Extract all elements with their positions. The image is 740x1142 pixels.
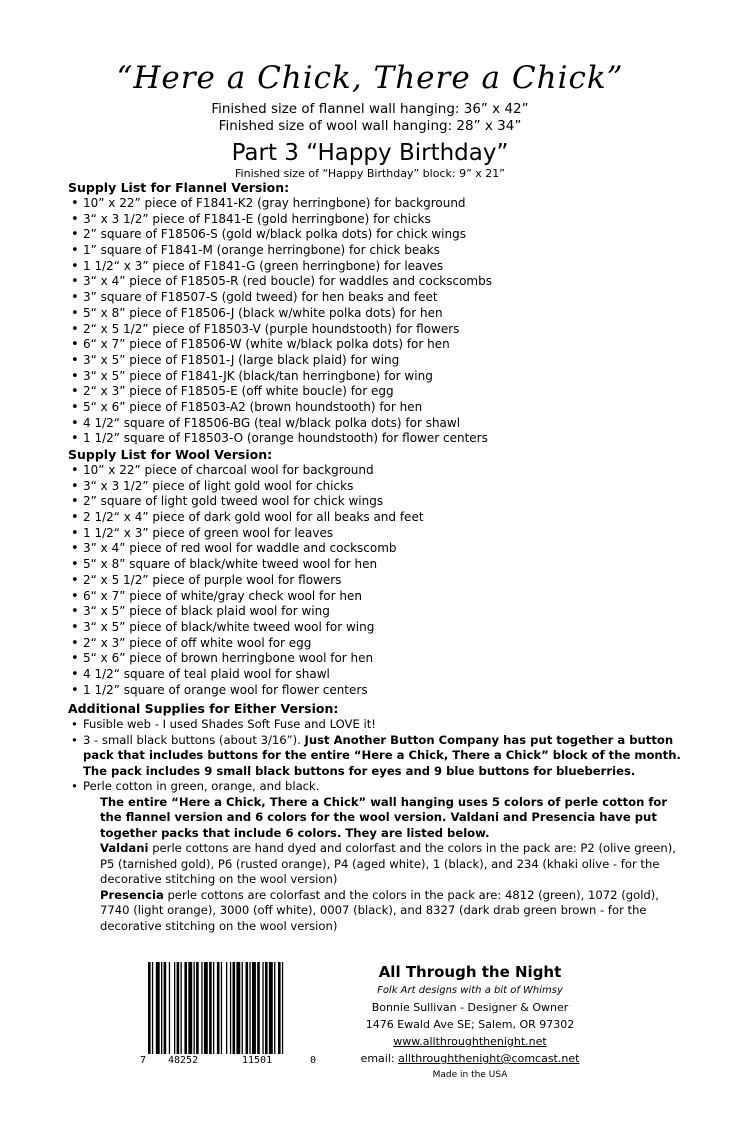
barcode-bar: [188, 962, 192, 1054]
barcode-bar: [233, 962, 236, 1054]
barcode-bar: [221, 962, 222, 1054]
wool-supply-item: • 3“ x 5” piece of black plaid wool for wing: [68, 604, 708, 620]
wool-finished-size: Finished size of wool wall hanging: 28” x 34”: [218, 118, 522, 134]
wool-supply-item: • 10” x 22” piece of charcoal wool for background: [68, 463, 708, 479]
flannel-supply-item: • 3“ x 5” piece of F1841-JK (black/tan herringbone) for wing: [68, 369, 708, 385]
wool-supply-item: • 2 1/2“ x 4” piece of dark gold wool for all beaks and feet: [68, 510, 708, 526]
barcode-bar: [181, 962, 182, 1054]
flannel-supply-item: • 1 1/2” square of F18503-O (orange houndstooth) for flower centers: [68, 431, 708, 447]
flannel-supply-item: • 5“ x 6” piece of F18503-A2 (brown houndstooth) for hen: [68, 400, 708, 416]
barcode-bar: [194, 962, 195, 1054]
barcode-bar: [169, 962, 170, 1054]
flannel-supply-list: [68, 180, 708, 447]
designer-contact: [350, 962, 590, 1084]
barcode-bar: [177, 962, 180, 1054]
barcode: [140, 962, 320, 1054]
flannel-supply-item: • 3” square of F18507-S (gold tweed) for hen beaks and feet: [68, 290, 708, 306]
email-link[interactable]: allthroughthenight@comcast.net: [398, 1052, 580, 1065]
wool-items: [68, 463, 708, 698]
barcode-digit-3: 11501: [242, 1055, 273, 1066]
barcode-bar: [196, 962, 199, 1054]
perle-item: • Perle cotton in green, orange, and black.: [68, 779, 688, 795]
barcode-bar: [164, 962, 167, 1054]
presencia-text: perle cottons are colorfast and the colors in the pack are: 4812 (green), 1072 (gold), 7740 (light orange), 3000 (off white), 0007 (black), and 8327 (dark drab green brown - for the decorative stitching on the wool version): [100, 887, 659, 933]
wool-supply-item: • 2“ x 5 1/2” piece of purple wool for flowers: [68, 573, 708, 589]
barcode-bar: [217, 962, 220, 1054]
flannel-supply-item: • 5“ x 8” piece of F18506-J (black w/white polka dots) for hen: [68, 306, 708, 322]
flannel-supply-item: • 2“ x 5 1/2” piece of F18503-V (purple houndstooth) for flowers: [68, 322, 708, 338]
wool-supply-list: [68, 447, 708, 698]
wool-supply-item: • 6“ x 7” piece of white/gray check wool for hen: [68, 589, 708, 605]
business-tagline: Folk Art designs with a bit of Whimsy: [377, 985, 563, 996]
valdani-name: Valdani: [100, 841, 149, 855]
barcode-bar: [213, 962, 214, 1054]
presencia-note: [68, 888, 688, 935]
barcode-digit-4: 0: [310, 1055, 317, 1066]
barcode-bar: [236, 962, 240, 1054]
additional-heading: Additional Supplies for Either Version:: [68, 701, 339, 716]
valdani-note: [68, 841, 688, 888]
wool-supply-item: • 5“ x 8” square of black/white tweed wool for hen: [68, 557, 708, 573]
barcode-bar: [209, 962, 212, 1054]
flannel-supply-item: • 2“ x 3” piece of F18505-E (off white boucle) for egg: [68, 384, 708, 400]
flannel-supply-item: • 2” square of F18506-S (gold w/black polka dots) for chick wings: [68, 227, 708, 243]
barcode-bar: [184, 962, 187, 1054]
barcode-bar: [282, 962, 283, 1054]
fusible-item: • Fusible web - I used Shades Soft Fuse and LOVE it!: [68, 717, 688, 733]
buttons-item: [68, 733, 688, 780]
barcode-bar: [242, 962, 243, 1054]
flannel-supply-item: • 10” x 22” piece of F1841-K2 (gray herringbone) for background: [68, 196, 708, 212]
part-title: Part 3 “Happy Birthday”: [231, 140, 509, 166]
wool-supply-item: • 4 1/2“ square of teal plaid wool for shawl: [68, 667, 708, 683]
made-in-usa: Made in the USA: [432, 1070, 508, 1080]
flannel-heading: Supply List for Flannel Version:: [68, 180, 290, 195]
wool-supply-item: • 3” x 4” piece of red wool for waddle and cockscomb: [68, 541, 708, 557]
wool-supply-item: • 2” square of light gold tweed wool for chick wings: [68, 494, 708, 510]
barcode-bar: [201, 962, 202, 1054]
wool-supply-item: • 5“ x 6” piece of brown herringbone wool for hen: [68, 651, 708, 667]
barcode-bar: [174, 962, 175, 1054]
wool-supply-item: • 3“ x 5” piece of black/white tweed wool for wing: [68, 620, 708, 636]
flannel-supply-item: • 1 1/2“ x 3” piece of F1841-G (green herringbone) for leaves: [68, 259, 708, 275]
flannel-items: [68, 196, 708, 447]
flannel-supply-item: • 6“ x 7” piece of F18506-W (white w/black polka dots) for hen: [68, 337, 708, 353]
barcode-bar: [278, 962, 281, 1054]
barcode-bar: [262, 962, 263, 1054]
wool-supply-item: • 1 1/2” square of orange wool for flower centers: [68, 683, 708, 699]
barcode-bar: [246, 962, 249, 1054]
flannel-supply-item: • 3“ x 5” piece of F18501-J (large black plaid) for wing: [68, 353, 708, 369]
barcode-bar: [257, 962, 260, 1054]
pattern-title: “Here a Chick, There a Chick”: [116, 60, 624, 96]
barcode-bar: [230, 962, 231, 1054]
perle-note: The entire “Here a Chick, There a Chick” wall hanging uses 5 colors of perle cotton for the flannel version and 6 colors for the wool version. Valdani and Presencia have put together packs that include 6 colors. They are listed below.: [100, 794, 668, 840]
business-name: All Through the Night: [378, 963, 562, 981]
barcode-bar: [148, 962, 151, 1054]
wool-supply-item: • 1 1/2“ x 3” piece of green wool for leaves: [68, 526, 708, 542]
presencia-name: Presencia: [100, 887, 164, 902]
wool-supply-item: • 2“ x 3” piece of off white wool for egg: [68, 636, 708, 652]
barcode-digit-2: 48252: [168, 1055, 199, 1066]
website-link[interactable]: www.allthroughthenight.net: [393, 1035, 547, 1048]
email-label: email:: [360, 1052, 395, 1065]
buttons-text: 3 - small black buttons (about 3/16”).: [83, 732, 301, 747]
barcode-bar: [252, 962, 256, 1054]
wool-heading: Supply List for Wool Version:: [68, 447, 273, 462]
flannel-supply-item: • 3“ x 4” piece of F18505-R (red boucle) for waddles and cockscombs: [68, 274, 708, 290]
designer-name: Bonnie Sullivan - Designer & Owner: [371, 1001, 569, 1014]
flannel-finished-size: Finished size of flannel wall hanging: 36” x 42”: [211, 101, 529, 117]
barcode-bar: [152, 962, 153, 1054]
flannel-supply-item: • 3“ x 3 1/2” piece of F1841-E (gold herringbone) for chicks: [68, 212, 708, 228]
barcode-digit-1: 7: [140, 1055, 147, 1066]
barcode-bar: [156, 962, 160, 1054]
flannel-supply-item: • 4 1/2“ square of F18506-BG (teal w/black polka dots) for shawl: [68, 416, 708, 432]
wool-supply-item: • 3“ x 3 1/2” piece of light gold wool for chicks: [68, 479, 708, 495]
additional-supplies: [68, 701, 688, 934]
barcode-bar: [249, 962, 250, 1054]
barcode-bar: [265, 962, 268, 1054]
block-finished-size: Finished size of “Happy Birthday” block: 9” x 21”: [235, 167, 505, 180]
barcode-bar: [269, 962, 273, 1054]
valdani-text: perle cottons are hand dyed and colorfast and the colors in the pack are: P2 (olive green), P5 (tarnished gold), P6 (rusted orange), P4 (aged white), 1 (black), and 234 (khaki olive - for the decorative stitching on the wool version): [100, 841, 676, 886]
button-pack-note: Just Another Button Company has put together a button pack that includes buttons for the entire “Here a Chick, There a Chick” block of the month. The pack includes 9 small black buttons for eyes and 9 blue buttons for blueberries.: [83, 732, 681, 778]
barcode-bar: [226, 962, 227, 1054]
barcode-bar: [274, 962, 275, 1054]
business-address: 1476 Ewald Ave SE; Salem, OR 97302: [365, 1018, 575, 1031]
email-line: [350, 1050, 590, 1067]
barcode-bar: [204, 962, 208, 1054]
flannel-supply-item: • 1” square of F1841-M (orange herringbone) for chick beaks: [68, 243, 708, 259]
barcode-bar: [161, 962, 162, 1054]
